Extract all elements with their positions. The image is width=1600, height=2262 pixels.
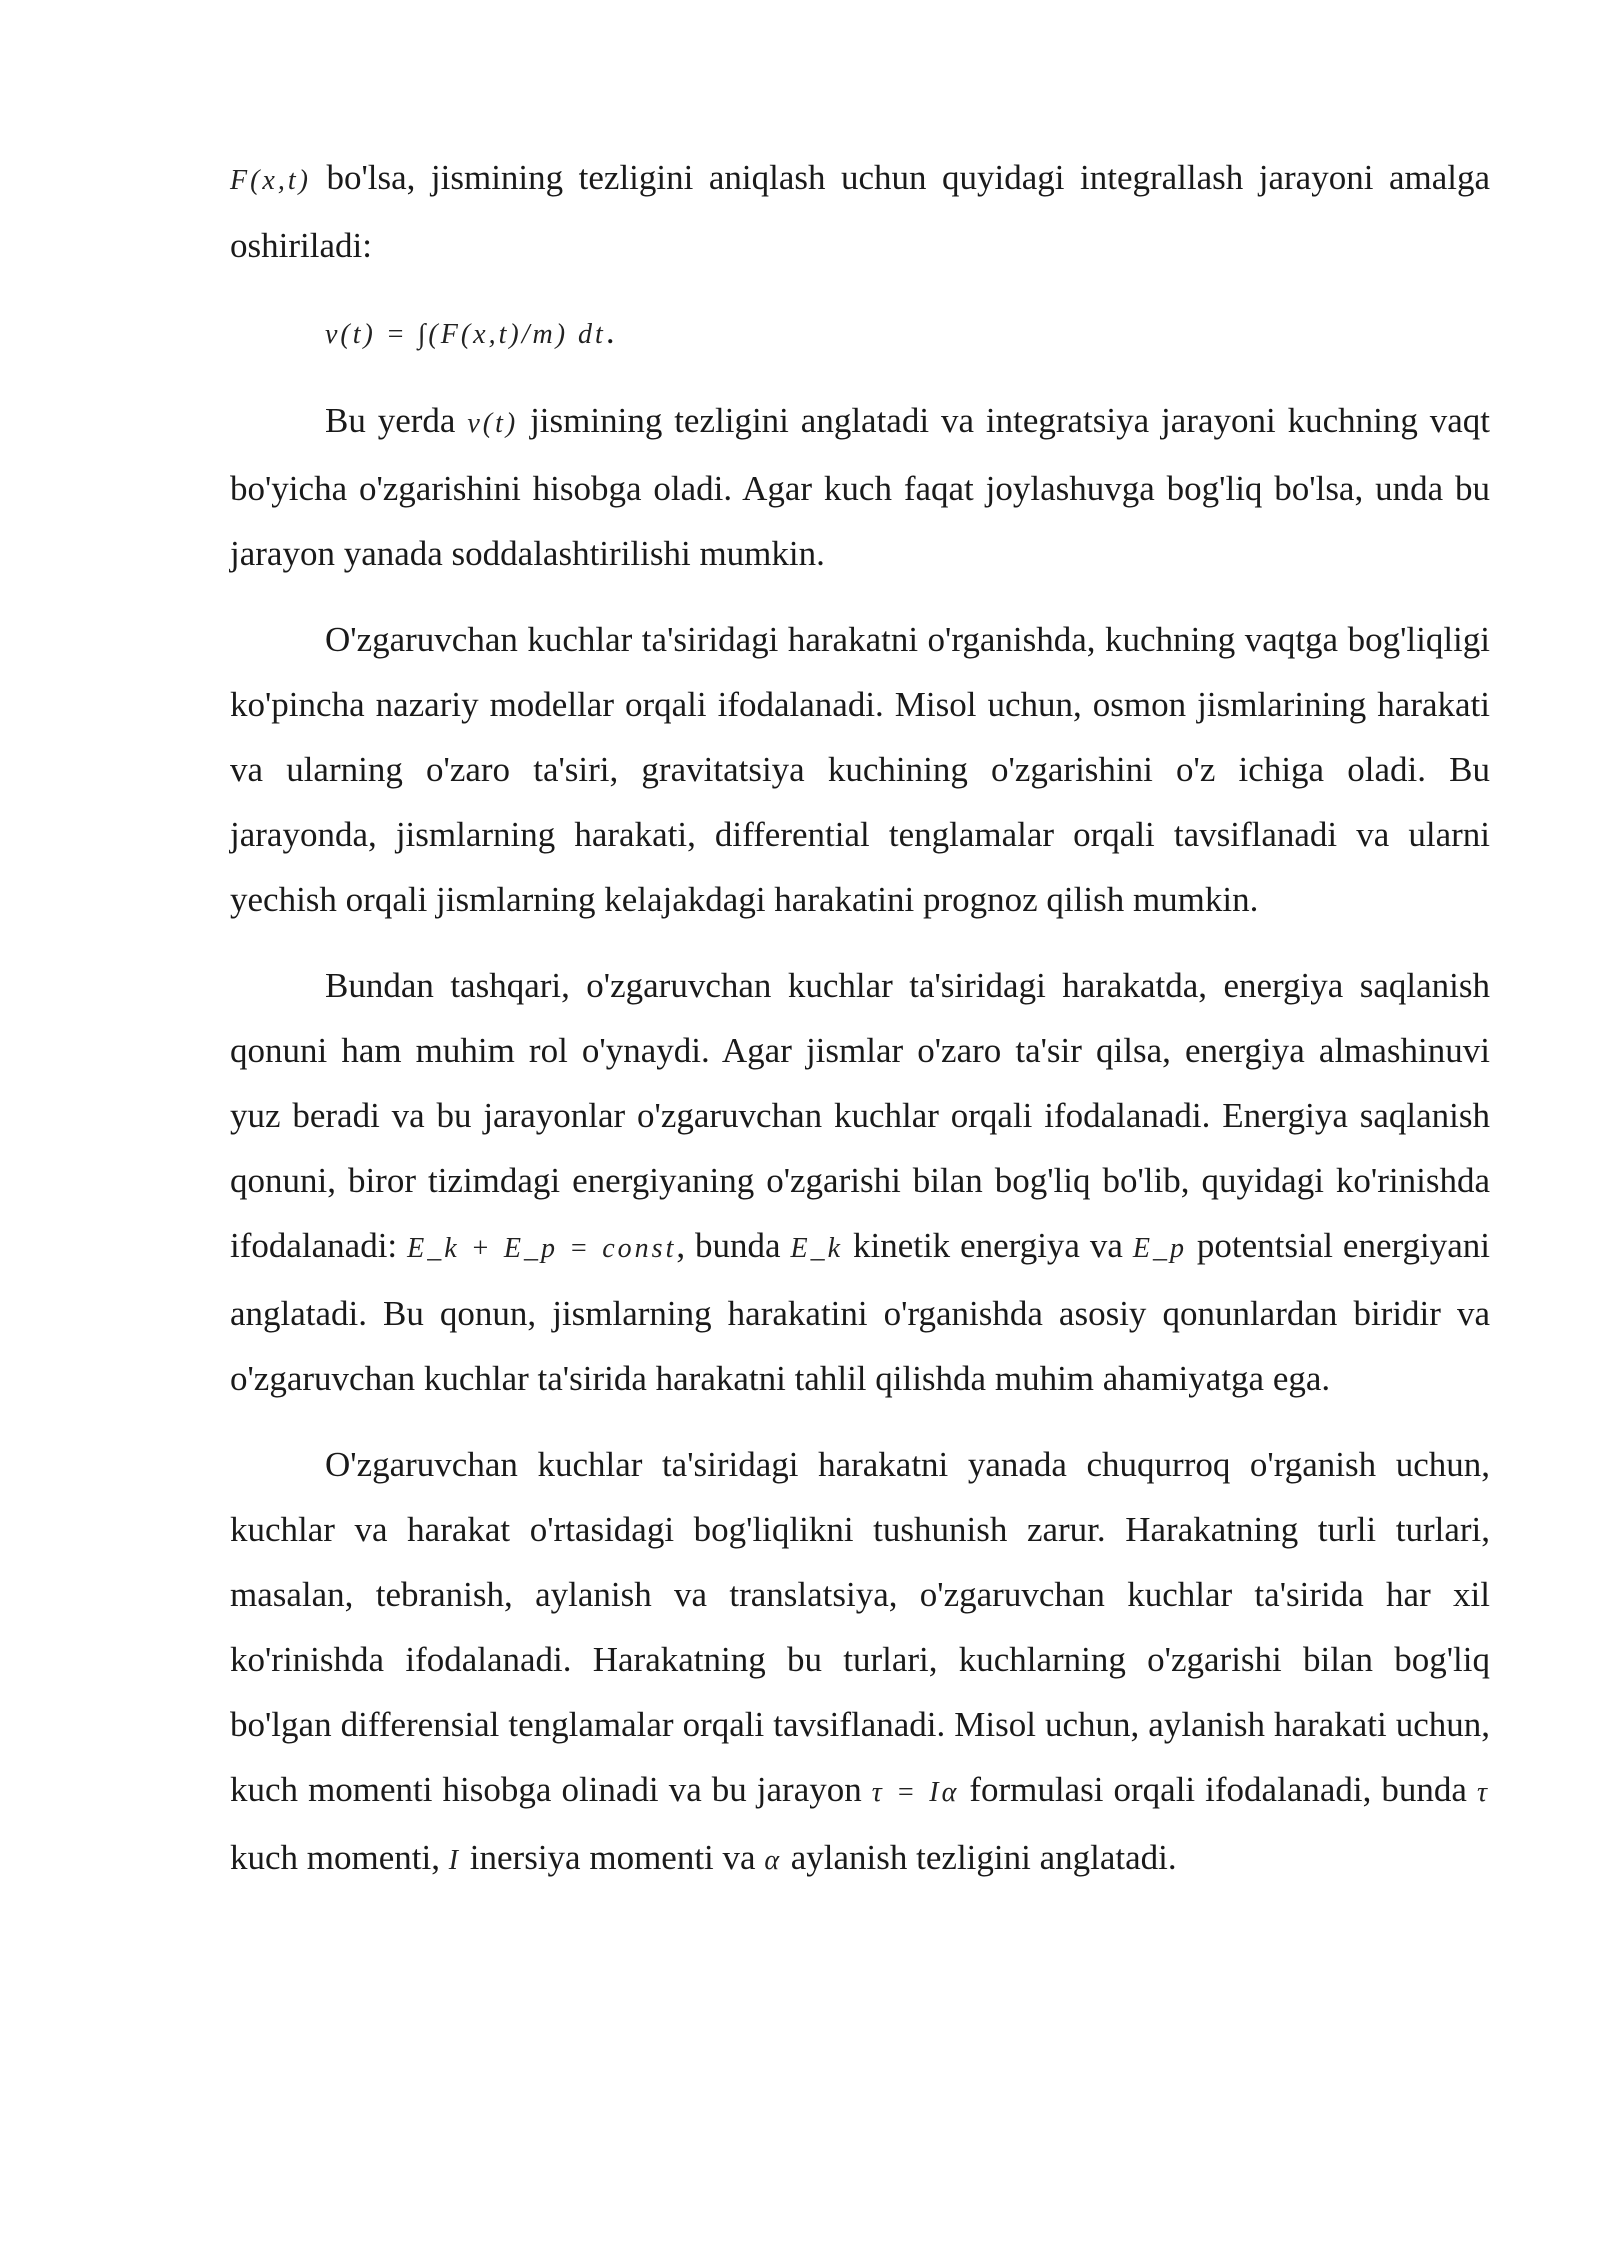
formula-period: . (605, 312, 615, 351)
math-torque-equation: τ = Iα (871, 1777, 960, 1808)
math-energy-equation: E_k + E_p = const (407, 1233, 677, 1264)
math-torque: τ (1476, 1777, 1490, 1808)
rotation-text-b: formulasi orqali ifodalanadi, bunda (959, 1770, 1477, 1809)
paragraph-velocity-start: Bu yerda (325, 401, 468, 440)
document-page (230, 145, 1490, 1914)
formula-expression: v(t) = ∫(F(x,t)/m) dt (325, 319, 606, 350)
rotation-text-d: inersiya momenti va (461, 1838, 765, 1877)
paragraph-velocity-rest: jismining tezligini anglatadi va integratsiya jarayoni kuchning vaqt bo'yicha o'zgarishini hisobga oladi. Agar kuch faqat joylashuvga bog'liq bo'lsa, unda bu jarayon yanada soddalashtirilishi mumkin. (230, 401, 1490, 573)
energy-text-c: kinetik energiya va (843, 1226, 1133, 1265)
energy-text-b: , bunda (676, 1226, 791, 1265)
math-force-function: F(x,t) (230, 165, 311, 196)
paragraph-intro-text: bo'lsa, jismining tezligini aniqlash uchun quyidagi integrallash jarayoni amalga oshiriladi: (230, 158, 1490, 265)
math-kinetic-energy: E_k (790, 1233, 844, 1264)
velocity-integral-formula (325, 299, 1490, 367)
paragraph-theory-models: O'zgaruvchan kuchlar ta'siridagi harakatni o'rganishda, kuchning vaqtga bog'liqligi ko'pincha nazariy modellar orqali ifodalanadi. Misol uchun, osmon jismlarining harakati va ularning o'zaro ta'siri, gravitatsiya kuchining o'zgarishini o'z ichiga oladi. Bu jarayonda, jismlarning harakati, differential tenglamalar orqali tavsiflanadi va ularni yechish orqali jismlarning kelajakdagi harakatini prognoz qilish mumkin. (230, 620, 1490, 919)
math-alpha: α (764, 1845, 783, 1876)
rotation-text-e: aylanish tezligini anglatadi. (782, 1838, 1177, 1877)
energy-text-a: Bundan tashqari, o'zgaruvchan kuchlar ta'siridagi harakatda, energiya saqlanish qonuni ham muhim rol o'ynaydi. Agar jismlar o'zaro ta'sir qilsa, energiya almashinuvi yuz beradi va bu jarayonlar o'zgaruvchan kuchlar orqali ifodalanadi. Energiya saqlanish qonuni, biror tizimdagi energiyaning o'zgarishi bilan bog'liq bo'lib, quyidagi ko'rinishda ifodalanadi: (230, 966, 1490, 1265)
paragraph-rotation (230, 1432, 1490, 1893)
paragraph-velocity (230, 388, 1490, 586)
paragraph-energy-conservation (230, 953, 1490, 1411)
math-inertia: I (448, 1845, 462, 1876)
energy-text-d: potentsial energiyani anglatadi. Bu qonun, jismlarning harakatini o'rganishda asosiy qonunlardan biridir va o'zgaruvchan kuchlar ta'sirida harakatni tahlil qilishda muhim ahamiyatga ega. (230, 1226, 1491, 1398)
rotation-text-a: O'zgaruvchan kuchlar ta'siridagi harakatni yanada chuqurroq o'rganish uchun, kuchlar va harakat o'rtasidagi bog'liqlikni tushunish zarur. Harakatning turli turlari, masalan, tebranish, aylanish va translatsiya, o'zgaruvchan kuchlar ta'sirida har xil ko'rinishda ifodalanadi. Harakatning bu turlari, kuchlarning o'zgarishi bilan bog'liq bo'lgan differensial tenglamalar orqali tavsiflanadi. Misol uchun, aylanish harakati uchun, kuch momenti hisobga olinadi va bu jarayon (230, 1445, 1490, 1809)
paragraph-intro (230, 145, 1490, 278)
math-velocity: v(t) (467, 408, 519, 439)
rotation-text-c: kuch momenti, (230, 1838, 449, 1877)
math-potential-energy: E_p (1132, 1233, 1187, 1264)
